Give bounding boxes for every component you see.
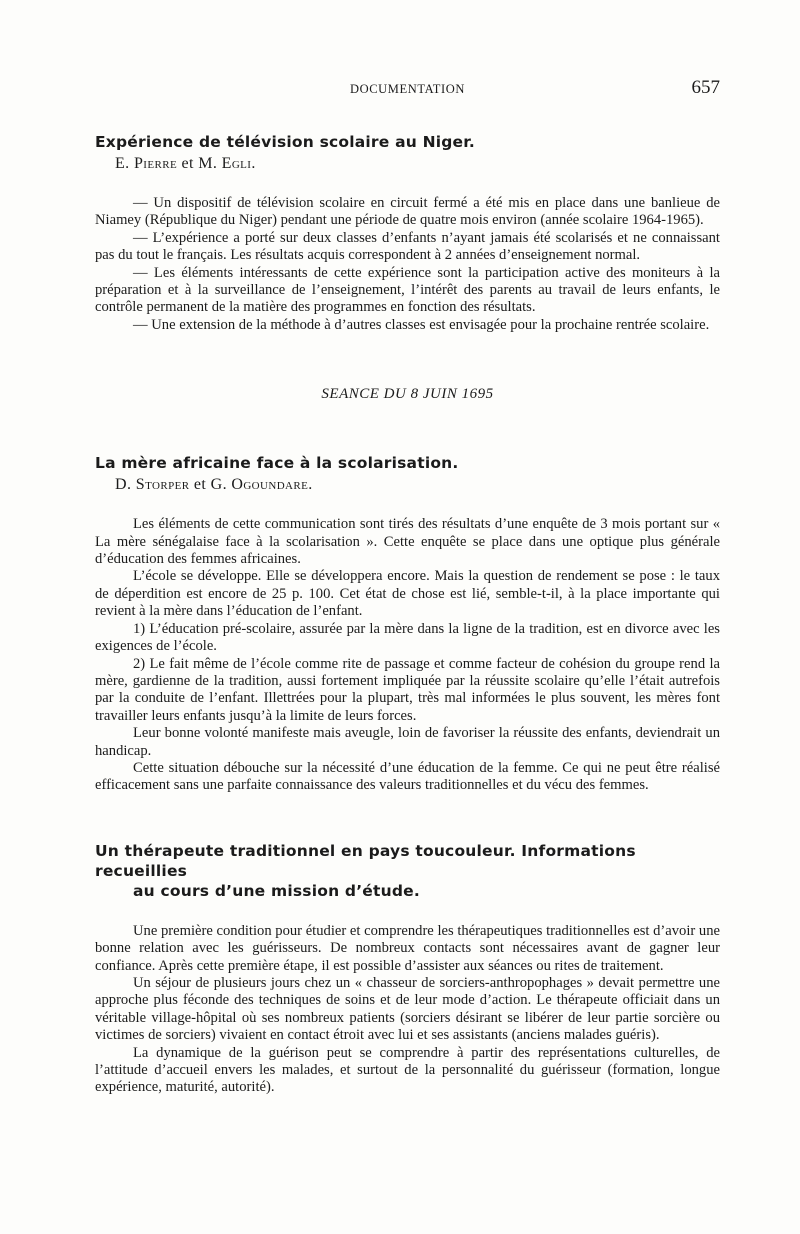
- author-punctuation: .: [308, 476, 313, 494]
- article-title: La mère africaine face à la scolarisation.: [95, 454, 459, 473]
- article-authors: [115, 476, 720, 494]
- author-conjunction: et: [177, 155, 199, 172]
- article-body: [95, 923, 720, 1097]
- body-paragraph: 2) Le fait même de l’école comme rite de passage et comme facteur de cohésion du groupe rend la mère, gardienne de la tradition, aussi fortement impliquée par la réussite scolaire qu’elle l’était autrefois par la conduite de l’enfant. Illettrées pour la plupart, très mal informées le plus souvent, les mères font travailler leurs enfants jusqu’à la limite de leurs forces.: [95, 655, 720, 724]
- article-authors: [115, 155, 720, 173]
- body-paragraph: La dynamique de la guérison peut se comprendre à partir des représentations culturelles, de l’attitude d’accueil envers les malades, et surtout de la personnalité du guérisseur (formation, longue expérience, maturité, autorité).: [95, 1044, 720, 1096]
- body-paragraph: 1) L’éducation pré-scolaire, assurée par la mère dans la ligne de la tradition, est en divorce avec les exigences de l’école.: [95, 620, 720, 655]
- article-title-line: au cours d’une mission d’étude.: [133, 881, 420, 900]
- author-initial: E.: [115, 155, 134, 172]
- article-title: [95, 841, 720, 901]
- article-title: Expérience de télévision scolaire au Niger.: [95, 133, 475, 151]
- author-surname: Egli: [221, 155, 252, 172]
- article-body: [95, 516, 720, 795]
- article-body: [95, 195, 720, 334]
- running-header: [95, 77, 720, 102]
- author-surname: Storper: [135, 476, 190, 494]
- author-initial: D.: [115, 476, 136, 494]
- body-paragraph: — Une extension de la méthode à d’autres classes est envisagée pour la prochaine rentrée scolaire.: [133, 316, 710, 333]
- article-title-line: Un thérapeute traditionnel en pays toucouleur. Informations recueillies: [95, 841, 636, 880]
- body-paragraph: Les éléments de cette communication sont tirés des résultats d’une enquête de 3 mois portant sur « La mère sénégalaise face à la scolarisation ». Cette enquête se place dans une optique plus générale d’éducation des femmes africaines.: [95, 516, 720, 568]
- body-paragraph: Leur bonne volonté manifeste mais aveugle, loin de favoriser la réussite des enfants, deviendrait un handicap.: [95, 725, 720, 759]
- article-television-niger: [95, 132, 720, 334]
- body-paragraph: — Les éléments intéressants de cette expérience sont la participation active des moniteurs à la préparation et à la surveillance de l’enseignement, l’intérêt des parents au travail de leurs enfants, le contrôle permanent de la matière des programmes en fonction des résultats.: [95, 264, 720, 316]
- page-number: 657: [691, 77, 720, 98]
- author-surname: Ogoundare: [231, 476, 309, 494]
- article-mere-africaine: [95, 453, 720, 795]
- body-paragraph: Une première condition pour étudier et comprendre les thérapeutiques traditionnelles est d’avoir une bonne relation avec les guérisseurs. De nombreux contacts sont nécessaires avant de gagner leur confiance. Après cette première étape, il est possible d’assister aux séances ou rites de traitement.: [95, 922, 720, 974]
- body-paragraph: — L’expérience a porté sur deux classes d’enfants n’ayant jamais été scolarisés et ne connaissant pas du tout le français. Les résultats acquis correspondent à 2 années d’enseignement normal.: [95, 229, 720, 264]
- session-heading: SEANCE DU 8 JUIN 1695: [321, 386, 494, 403]
- body-paragraph: Cette situation débouche sur la nécessité d’une éducation de la femme. Ce qui ne peut être réalisé efficacement sans une parfaite connaissance des valeurs traditionnelles et du vécu des femmes.: [95, 759, 720, 794]
- article-therapeute-toucouleur: [95, 841, 720, 1097]
- running-title: DOCUMENTATION: [349, 82, 466, 96]
- author-initial: G.: [210, 476, 232, 494]
- author-initial: M.: [198, 155, 222, 172]
- body-paragraph: — Un dispositif de télévision scolaire en circuit fermé a été mis en place dans une banlieue de Niamey (République du Niger) pendant une période de quatre mois environ (année scolaire 1964-1965).: [95, 195, 720, 229]
- page-content: [95, 132, 720, 1097]
- author-conjunction: et: [189, 476, 211, 494]
- body-paragraph: Un séjour de plusieurs jours chez un « chasseur de sorciers-anthropophages » devait permettre une approche plus féconde des techniques de soins et de leur mode d’action. Le thérapeute officiait dans un véritable village-hôpital où ses nombreux patients (sorciers désirant se libérer de leur partie sorcière ou victimes de sorciers) vivaient en contact étroit avec lui et ses assistants (anciens malades guéris).: [95, 974, 720, 1044]
- author-surname: Pierre: [133, 155, 178, 172]
- author-punctuation: .: [251, 155, 256, 172]
- body-paragraph: L’école se développe. Elle se développera encore. Mais la question de rendement se pose : le taux de déperdition est encore de 25 p. 100. Cet état de chose est lié, semble-t-il, à la place importante qui revient à la mère dans l’éducation de l’enfant.: [95, 568, 720, 620]
